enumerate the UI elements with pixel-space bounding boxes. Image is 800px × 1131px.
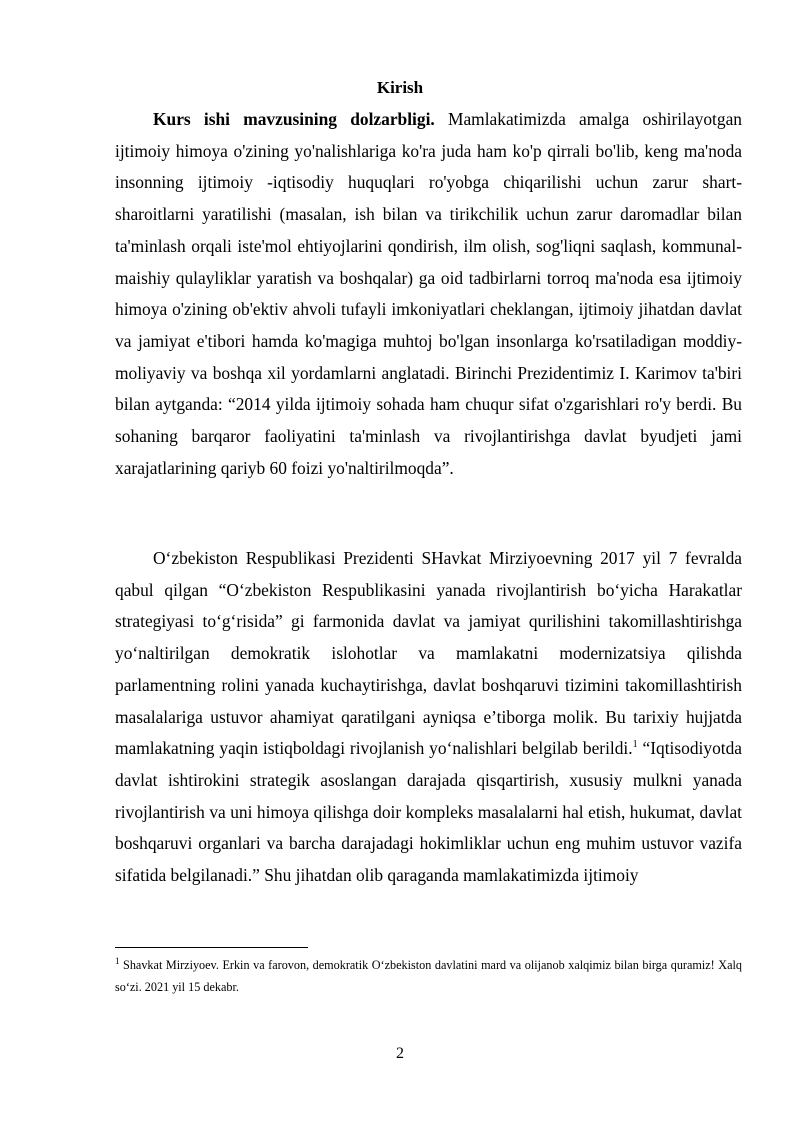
footnote bbox=[115, 954, 742, 998]
paragraph-body: Mamlakatimizda amalga oshirilayotgan ijtimoiy himoya o'zining yo'nalishlariga ko'ra juda ham ko'p qirrali bo'lib, keng ma'noda insonning ijtimoiy -iqtisodiy huquqlari ro'yobga chiqarilishi uchun zarur shart-sharoitlarni yaratilishi (masalan, ish bilan va tirikchilik uchun zarur daromadlar bilan ta'minlash orqali iste'mol ehtiyojlarini qondirish, ilm olish, sog'liqni saqlash, kommunal-maishiy qulayliklar yaratish va boshqalar) ga oid tadbirlarni torroq ma'noda esa ijtimoiy himoya o'zining ob'ektiv ahvoli tufayli imkoniyatlari cheklangan, ijtimoiy jihatdan davlat va jamiyat e'tibori hamda ko'magiga muhtoj bo'lgan insonlarga ko'rsatiladigan moddiy-moliyaviy va boshqa xil yordamlarni anglatadi. Birinchi Prezidentimiz I. Karimov ta'biri bilan aytganda: “2014 yilda ijtimoiy sohada ham chuqur sifat o'zgarishlari ro'y berdi. Bu sohaning barqaror faoliyatini ta'minlash va rivojlantirishga davlat byudjeti jami xarajatlarining qariyb 60 foizi yo'naltirilmoqda”. bbox=[115, 109, 742, 478]
footnote-number: 1 bbox=[115, 955, 120, 966]
paragraph-text-before-ref: O‘zbekiston Respublikasi Prezidenti SHavkat Mirziyoevning 2017 yil 7 fevralda qabul qilgan “O‘zbekiston Respublikasini yanada rivojlantirish bo‘yicha Harakatlar strategiyasi to‘g‘risida” gi farmonida davlat va jamiyat qurilishini takomillashtirishga yo‘naltirilgan demokratik islohotlar va mamlakatni modernizatsiya qilishda parlamentning rolini yanada kuchaytirishga, davlat boshqaruvi tizimini takomillashtirish masalalariga ustuvor ahamiyat qaratilgani ayniqsa e’tiborga molik. Bu tarixiy hujjatda mamlakatning yaqin istiqboldagi rivojlanish yo‘nalishlari belgilab berildi. bbox=[115, 548, 742, 759]
body-text-block-2 bbox=[115, 543, 742, 892]
paragraph-text-after-ref: “Iqtisodiyotda davlat ishtirokini strategik asoslangan darajada qisqartirish, xususiy mulkni yanada rivojlantirish va uni himoya qilishga doir kompleks masalalarni hal etish, hukumat, davlat boshqaruvi organlari va barcha darajadagi hokimliklar uchun eng muhim ustuvor vazifa sifatida belgilanadi.” Shu jihatdan olib qaraganda mamlakatimizda ijtimoiy bbox=[115, 738, 743, 886]
page-number: 2 bbox=[396, 1045, 404, 1062]
section-title: Kirish bbox=[376, 78, 424, 97]
paragraph-lead-heading: Kurs ishi mavzusining dolzarbligi. bbox=[153, 109, 435, 129]
footnote-separator bbox=[115, 947, 308, 948]
paragraph-strategy bbox=[115, 543, 742, 892]
paragraph-relevance bbox=[115, 104, 742, 484]
body-text-block-1 bbox=[115, 104, 742, 484]
footnote-reference[interactable]: 1 bbox=[632, 739, 638, 751]
footnote-text: Shavkat Mirziyoev. Erkin va farovon, demokratik O‘zbekiston davlatini mard va olijanob xalqimiz bilan birga quramiz! Xalq so‘zi. 2021 yil 15 dekabr. bbox=[115, 958, 742, 994]
